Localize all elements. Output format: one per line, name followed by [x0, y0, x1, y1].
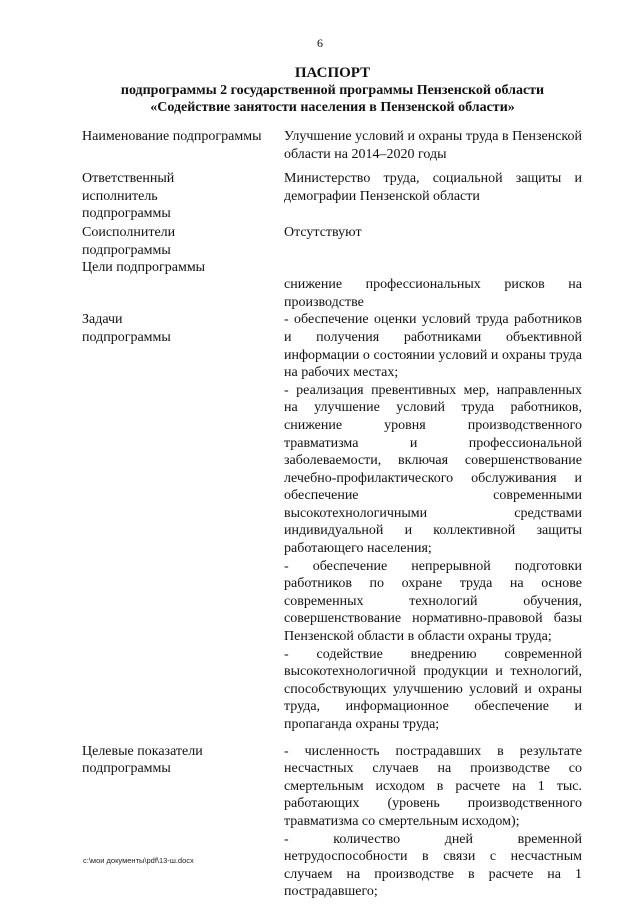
value-paragraph: Министерство труда, социальной защиты и демографии Пензенской области — [284, 171, 582, 204]
row-value — [284, 224, 582, 259]
value-paragraph: - обеспечение непрерывной подготовки работников по охране труда на основе современных технологий обучения, совершенствование нормативно-правовой базы Пензенской области в области охраны труда; — [284, 558, 582, 645]
value-paragraph: Улучшение условий и охраны труда в Пензенской области на 2014–2020 годы — [284, 129, 582, 162]
row-label: Целевые показатели подпрограммы — [82, 743, 203, 777]
row-label: Наименование подпрограммы — [82, 129, 262, 144]
subprogram-line: подпрограммы 2 государственной программы Пензенской области — [120, 83, 545, 98]
value-paragraph: снижение профессиональных рисков на производстве — [284, 277, 582, 310]
row-responsible — [82, 170, 582, 223]
value-paragraph: - реализация превентивных мер, направленных на улучшение условий труда работников, снижение уровня производственного травматизма и профессиональной заболеваемости, включая совершенствование лечебно-профилактического обслуживания и обеспечение современными высокотехнологичными средствами индивидуальной и коллективной защиты работающего населения; — [284, 382, 582, 557]
row-indicators — [82, 743, 582, 901]
row-value — [284, 743, 582, 901]
file-path-footer: c:\мои документы\pdf\13-ш.docx — [83, 856, 194, 865]
value-paragraph: - численность пострадавших в результате несчастных случаев на производстве со смертельным исходом в расчете на 1 тыс. работающих (уровень производственного травматизма со смертельным исходом); — [284, 743, 582, 829]
row-value — [284, 170, 582, 223]
row-label: Ответственный исполнитель подпрограммы — [82, 171, 175, 222]
page-number: 6 — [317, 36, 323, 50]
value-paragraph: - содействие внедрению современной высокотехнологичной продукции и технологий, способствующих улучшению условий и охраны труда, информационное обеспечение и пропаганда охраны труда; — [284, 646, 582, 732]
passport-table — [82, 128, 582, 901]
row-label: Задачи подпрограммы — [82, 312, 171, 345]
row-name — [82, 128, 582, 163]
value-paragraph: - обеспечение оценки условий труда работников и получения работниками объективной информации о состоянии условий и охраны труда на рабочих местах; — [284, 312, 582, 381]
value-paragraph: Отсутствуют — [284, 224, 362, 240]
row-label: Цели подпрограммы — [82, 260, 206, 276]
row-value — [284, 294, 582, 733]
document-title: ПАСПОРТ — [294, 65, 371, 81]
passport-header — [70, 64, 595, 116]
value-paragraph: - количество дней временной нетрудоспособности в связи с несчастным случаем на производстве в расчете на 1 пострадавшего; — [284, 831, 582, 900]
program-name-line: «Содействие занятости населения в Пензенской области» — [150, 100, 515, 115]
row-tasks — [82, 294, 582, 733]
row-coexecutors — [82, 224, 582, 259]
row-value — [284, 128, 582, 163]
row-label: Соисполнители подпрограммы — [82, 224, 176, 258]
